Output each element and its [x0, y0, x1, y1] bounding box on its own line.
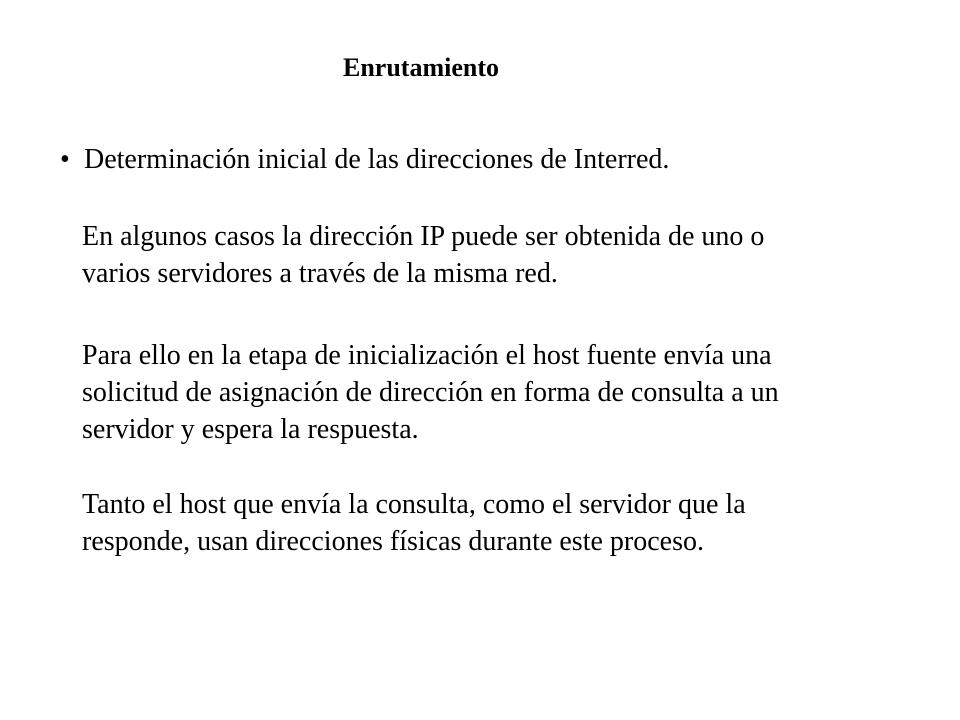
paragraph-line: varios servidores a través de la misma red. [82, 258, 558, 289]
paragraph-line: En algunos casos la dirección IP puede ser obtenida de uno o [82, 221, 765, 252]
paragraph-ip-servers [82, 218, 902, 292]
bullet-item [60, 140, 669, 180]
paragraph-line: solicitud de asignación de dirección en forma de consulta a un [82, 377, 779, 408]
bullet-text: Determinación inicial de las direcciones de Interred. [84, 144, 670, 175]
paragraph-line: responde, usan direcciones físicas durante este proceso. [82, 526, 704, 557]
paragraph-line: servidor y espera la respuesta. [82, 414, 419, 445]
bullet-symbol: • [60, 144, 70, 175]
paragraph-physical-addresses [82, 486, 902, 560]
slide-title: Enrutamiento [343, 53, 499, 82]
paragraph-line: Para ello en la etapa de inicialización el host fuente envía una [82, 340, 772, 371]
paragraph-initialization-request [82, 337, 902, 448]
paragraph-line: Tanto el host que envía la consulta, como el servidor que la [82, 489, 746, 520]
